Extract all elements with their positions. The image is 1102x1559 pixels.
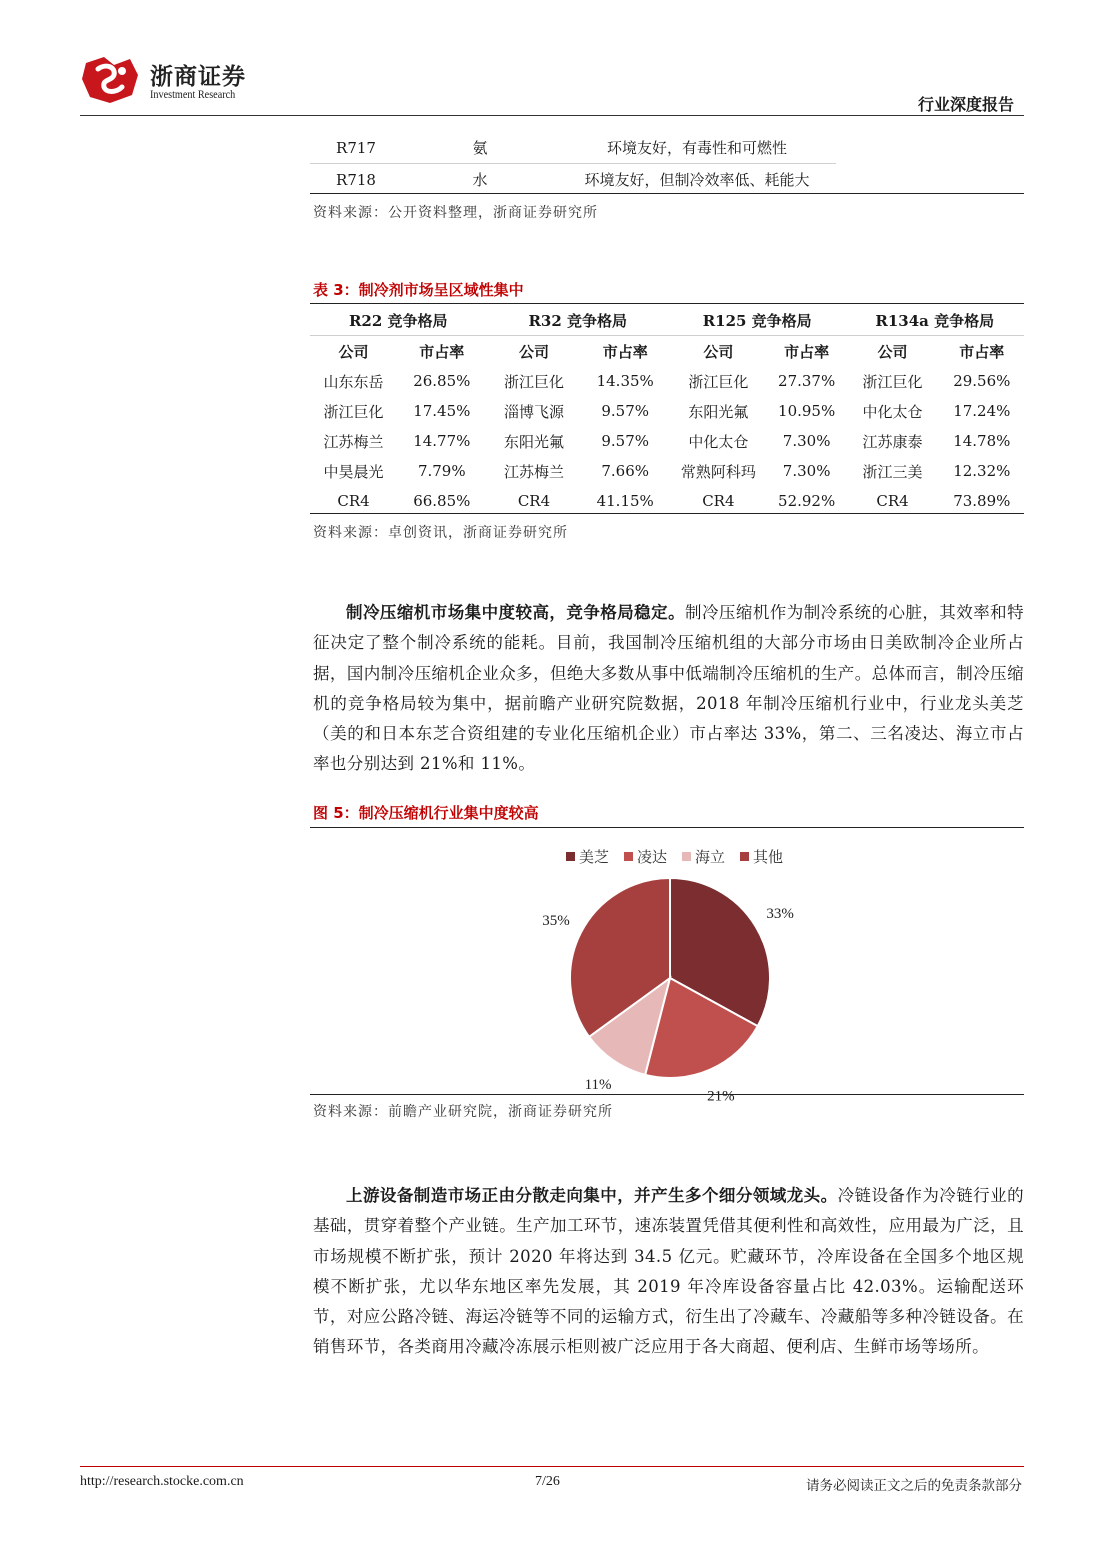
table-cell: 9.57%	[601, 432, 650, 450]
table-cell: 66.85%	[413, 492, 471, 510]
column-header: 公司	[310, 336, 397, 367]
table-cell: 江苏梅兰	[323, 432, 384, 451]
pie-data-label: 35%	[542, 912, 570, 929]
table-cell: 中化太仓	[688, 432, 749, 451]
table-cell: 东阳光氟	[503, 432, 564, 451]
table-cell: 山东东岳	[323, 372, 384, 391]
table-cell: 水	[472, 171, 488, 189]
paragraph-body: 冷链设备作为冷链行业的基础，贯穿着整个产业链。生产加工环节，速冻装置凭借其便利性和高效性，应用最为广泛，且市场规模不断扩张，预计 2020 年将达到 34.5 亿元。贮藏环节，冷库设备在全国多个地区规模不断扩张，尤以华东地区率先发展，其 2019 年冷库设备容量占比 42.03%。运输配送环节，对应公路冷链、海运冷链等不同的运输方式，衍生出了冷藏车、冷藏船等多种冷链设备。在销售环节，各类商用冷藏冷冻展示柜则被广泛应用于各大商超、便利店、生鲜市场等场所。	[313, 1186, 1024, 1357]
table-cell: 浙江巨化	[503, 372, 564, 391]
refrigerant-properties-table	[310, 132, 1024, 195]
table-cell: 17.24%	[953, 402, 1011, 420]
legend-swatch	[740, 852, 749, 861]
table-row	[310, 396, 1024, 426]
table-cell: 14.77%	[413, 432, 471, 450]
table-bottom-rule	[310, 513, 1024, 514]
table-cell: 7.30%	[782, 462, 831, 480]
table3-source-note: 资料来源：卓创资讯，浙商证券研究所	[313, 525, 568, 541]
legend-swatch	[566, 852, 575, 861]
table-cell: 江苏康泰	[862, 432, 923, 451]
table-cell: CR4	[876, 492, 909, 510]
group-header: R125 竞争格局	[702, 311, 812, 330]
table-group-header-row	[310, 305, 1024, 336]
table-cell: 27.37%	[778, 372, 836, 390]
table-cell: 7.66%	[601, 462, 650, 480]
report-type: 行业深度报告	[917, 95, 1014, 114]
header-divider	[80, 115, 1024, 116]
table-cell: 氨	[402, 132, 558, 164]
column-header: 市占率	[397, 336, 486, 367]
figure5-source-note: 资料来源：前瞻产业研究院，浙商证券研究所	[313, 1104, 613, 1120]
figure-bottom-rule	[310, 1094, 1024, 1095]
paragraph-upstream-equipment	[313, 1181, 1024, 1363]
figure5-top-rule	[310, 827, 1024, 828]
legend-swatch	[682, 852, 691, 861]
company-logo-icon	[80, 55, 142, 105]
figure5-caption: 图 5：制冷压缩机行业集中度较高	[313, 804, 539, 822]
refrigerant-market-share-table	[310, 305, 1024, 516]
column-header: 市占率	[768, 336, 846, 367]
table-cell: 江苏梅兰	[503, 462, 564, 481]
table-cell: 73.89%	[953, 492, 1011, 510]
table-row	[310, 132, 1024, 164]
legend-label: 凌达	[637, 848, 668, 866]
paragraph-compressor	[313, 598, 1024, 780]
table3-caption: 表 3：制冷剂市场呈区域性集中	[313, 281, 524, 299]
table-cell: 9.57%	[601, 402, 650, 420]
table-cell: 东阳光氟	[688, 402, 749, 421]
footer-divider	[80, 1466, 1024, 1467]
table3-top-rule	[310, 303, 1024, 304]
logo-chinese-name: 浙商证券	[150, 63, 246, 90]
logo-english-name: Investment Research	[150, 87, 236, 101]
pie-data-label: 33%	[766, 905, 794, 922]
table-cell: 14.78%	[953, 432, 1011, 450]
table-cell: 7.30%	[782, 432, 831, 450]
paragraph-lead: 制冷压缩机市场集中度较高，竞争格局稳定。	[346, 603, 686, 622]
table-cell: 淄博飞源	[503, 402, 564, 421]
group-header: R134a 竞争格局	[875, 311, 995, 330]
table-cell: 17.45%	[413, 402, 471, 420]
table-cell: 浙江巨化	[862, 372, 923, 391]
column-header: 公司	[487, 336, 582, 367]
table-cell: CR4	[337, 492, 370, 510]
legend-label: 海立	[695, 848, 726, 866]
table-cell: R718	[336, 170, 376, 189]
table-cell: 常熟阿科玛	[680, 462, 756, 481]
paragraph-body: 制冷压缩机作为制冷系统的心脏，其效率和特征决定了整个制冷系统的能耗。目前，我国制冷压缩机组的大部分市场由日美欧制冷企业所占据，国内制冷压缩机企业众多，但绝大多数从事中低端制冷压缩机的生产。总体而言，制冷压缩机的竞争格局较为集中，据前瞻产业研究院数据，2018 年制冷压缩机行业中，行业龙头美芝（美的和日本东芝合资组建的专业化压缩机企业）市占率达 33%，第二、三名凌达、海立市占率也分别达到 21%和 11%。	[313, 603, 1025, 774]
table-cell: 26.85%	[413, 372, 471, 390]
table-cell: 中昊晨光	[323, 462, 384, 481]
legend-swatch	[624, 852, 633, 861]
column-header: 市占率	[940, 336, 1024, 367]
table-cell: R717	[310, 132, 402, 164]
table-row	[310, 456, 1024, 486]
group-header: R22 竞争格局	[348, 311, 448, 330]
table-source-note: 资料来源：公开资料整理，浙商证券研究所	[313, 205, 598, 221]
paragraph-lead: 上游设备制造市场正由分散走向集中，并产生多个细分领域龙头。	[346, 1186, 838, 1205]
table-cell: CR4	[517, 492, 551, 510]
table-cell: 29.56%	[953, 372, 1011, 390]
table-cell: 41.15%	[596, 492, 654, 510]
table-cell: 浙江巨化	[323, 402, 384, 421]
table-cell: 12.32%	[953, 462, 1011, 480]
legend-label: 美芝	[579, 848, 610, 866]
table-cell: 中化太仓	[862, 402, 923, 421]
pie-data-label: 21%	[707, 1088, 735, 1105]
table-row	[310, 426, 1024, 456]
footer-disclaimer: 请务必阅读正文之后的免责条款部分	[806, 1478, 1022, 1494]
group-header: R32 竞争格局	[528, 311, 627, 330]
table-header-row	[310, 336, 1024, 367]
column-header: 公司	[669, 336, 768, 367]
table-cell: CR4	[702, 492, 735, 510]
table-cell: 环境友好，有毒性和可燃性	[558, 132, 836, 164]
table-cell: 10.95%	[778, 402, 836, 420]
page-number: 7/26	[535, 1474, 560, 1489]
footer-url[interactable]: http://research.stocke.com.cn	[80, 1474, 244, 1489]
table-cell: 52.92%	[778, 492, 836, 510]
legend-label: 其他	[753, 848, 784, 866]
column-header: 公司	[845, 336, 939, 367]
table-bottom-rule	[310, 193, 1024, 194]
column-header: 市占率	[581, 336, 668, 367]
table-cell: 14.35%	[596, 372, 654, 390]
table-row	[310, 486, 1024, 516]
table-cell: 环境友好，但制冷效率低、耗能大	[584, 171, 810, 189]
table-row	[310, 366, 1024, 396]
table-row	[310, 164, 1024, 196]
table-cell: 浙江三美	[862, 462, 923, 481]
table-cell: 浙江巨化	[688, 372, 749, 391]
compressor-share-pie-chart	[310, 834, 1024, 1105]
table-cell: 7.79%	[417, 462, 466, 480]
pie-data-label: 11%	[584, 1076, 612, 1093]
